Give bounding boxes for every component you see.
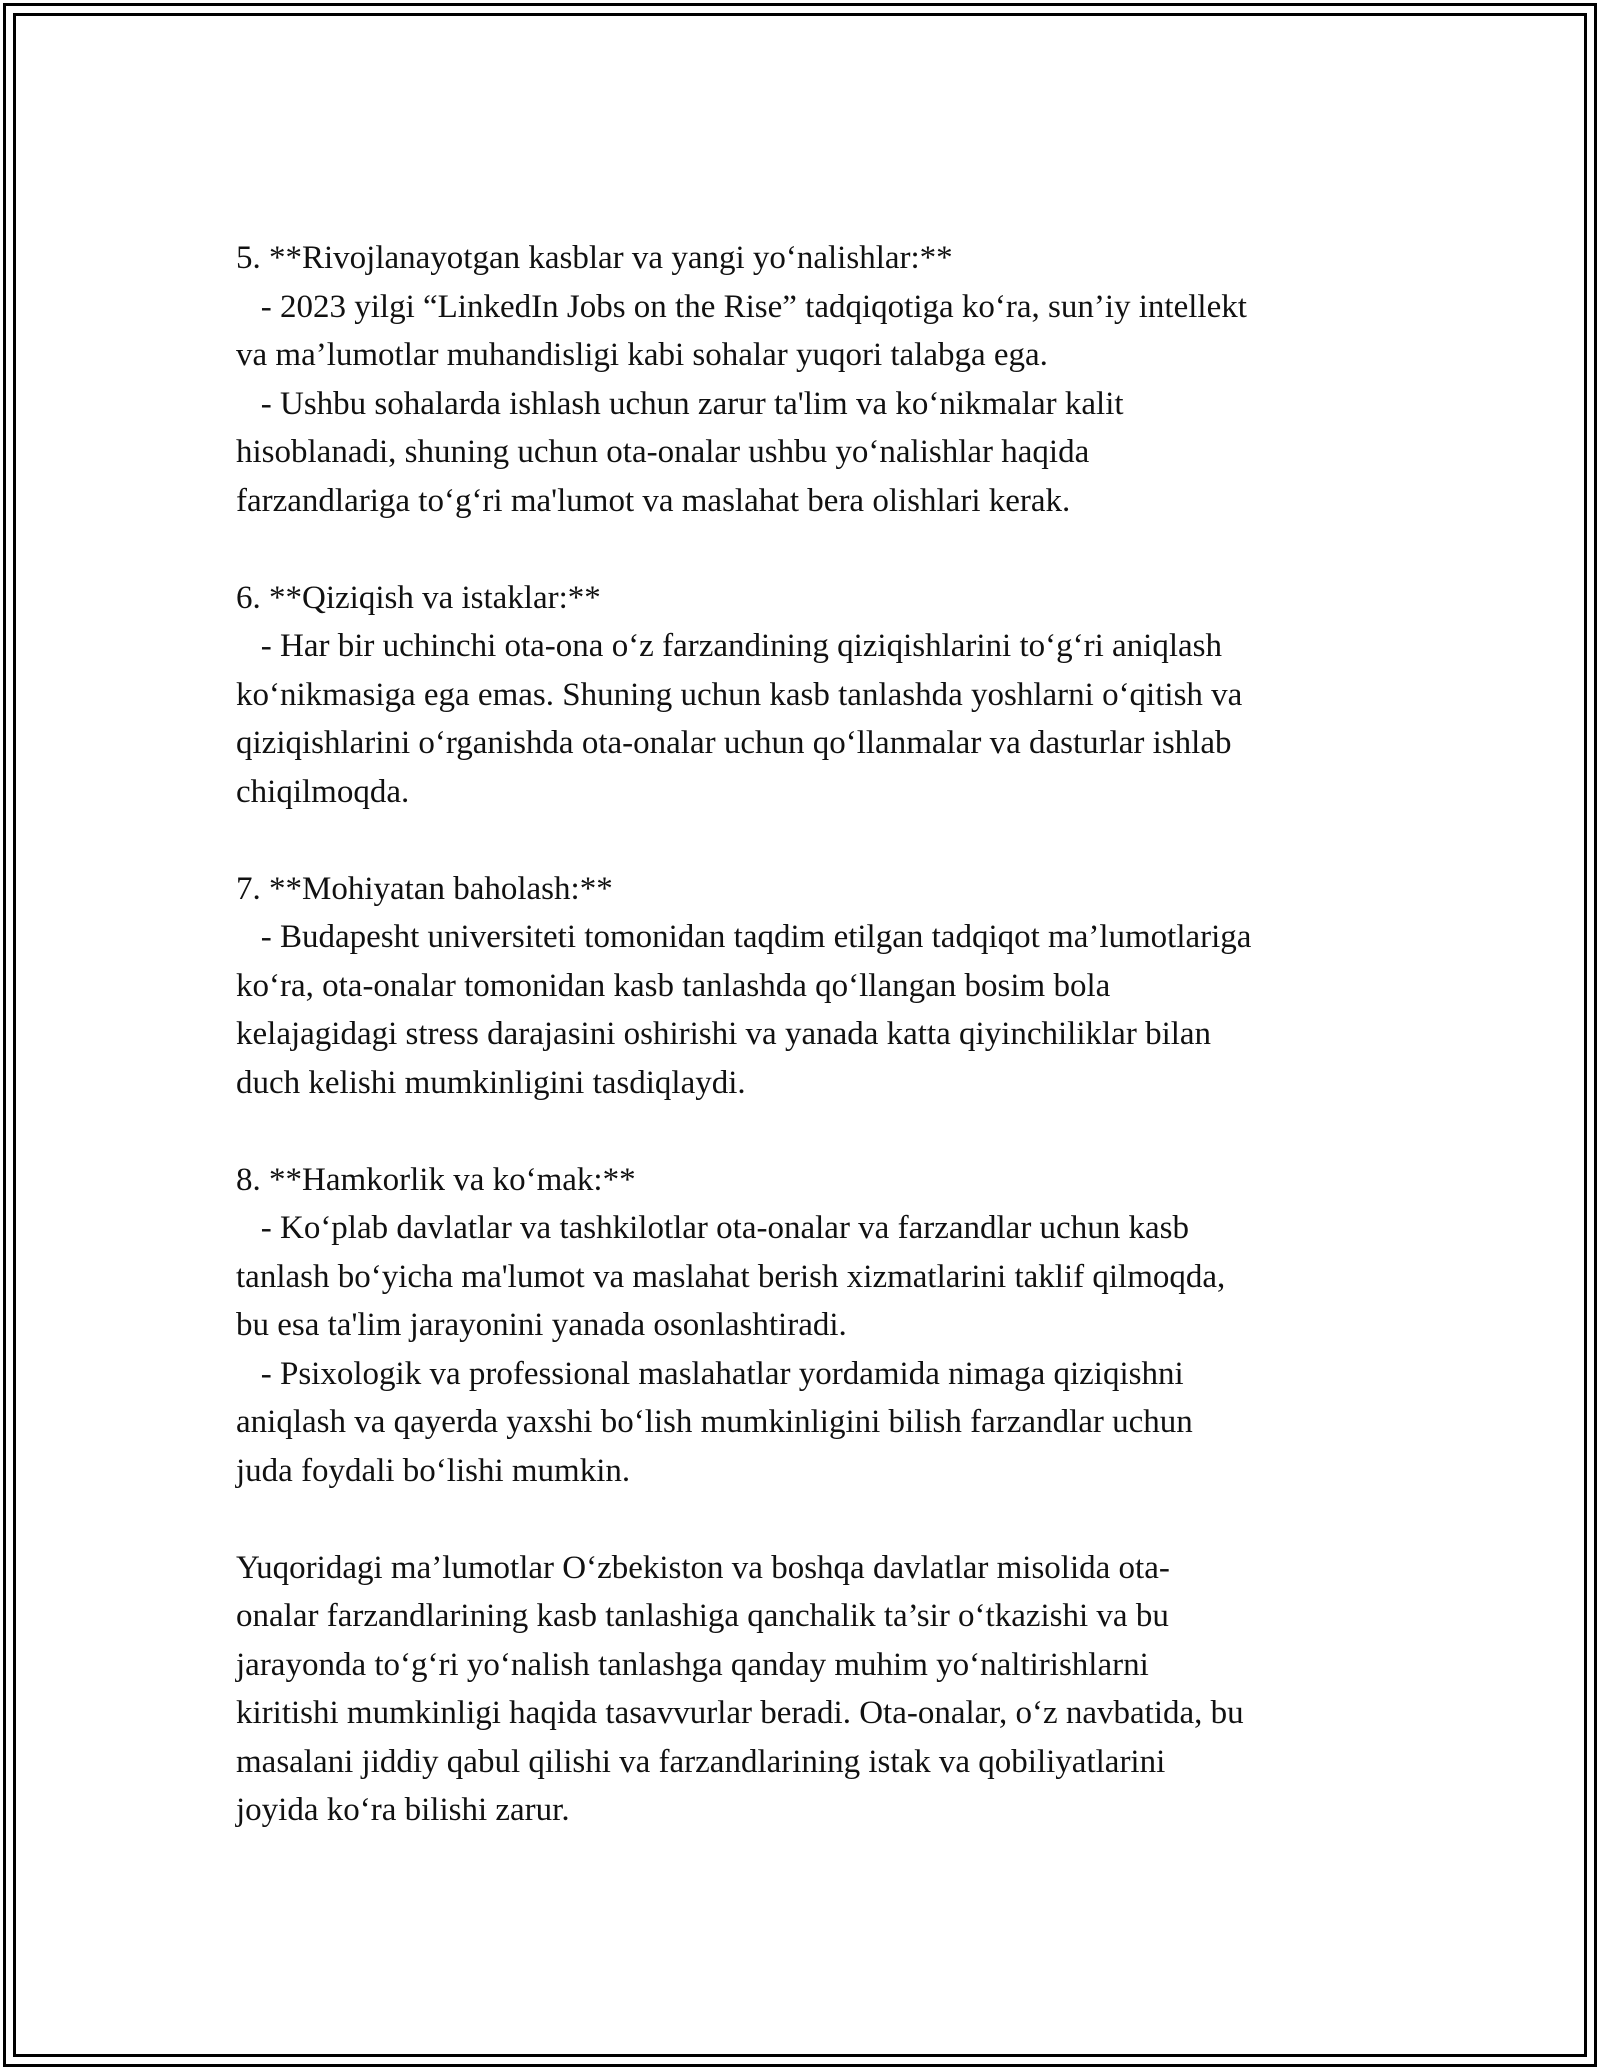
text-line: - Ko‘plab davlatlar va tashkilotlar ota-onalar va farzandlar uchun kasb — [236, 1210, 1189, 1246]
document-body — [236, 234, 1386, 1883]
text-line: qiziqishlarini o‘rganishda ota-onalar uchun qo‘llanmalar va dasturlar ishlab — [236, 725, 1232, 761]
text-line: - Har bir uchinchi ota-ona o‘z farzandining qiziqishlarini to‘g‘ri aniqlash — [236, 628, 1223, 664]
section-7-mohiyatan-baholash — [236, 865, 1386, 1108]
section-heading: 7. **Mohiyatan baholash:** — [236, 870, 613, 907]
text-line: ko‘nikmasiga ega emas. Shuning uchun kasb tanlashda yoshlarni o‘qitish va — [236, 676, 1243, 713]
conclusion-paragraph — [236, 1544, 1386, 1835]
text-line: - Budapesht universiteti tomonidan taqdim etilgan tadqiqot ma’lumotlariga — [236, 919, 1252, 955]
text-line: joyida ko‘ra bilishi zarur. — [236, 1792, 570, 1828]
text-line: Yuqoridagi ma’lumotlar O‘zbekiston va boshqa davlatlar misolida ota- — [236, 1549, 1170, 1586]
text-line: - 2023 yilgi “LinkedIn Jobs on the Rise” tadqiqotiga ko‘ra, sun’iy intellekt — [236, 288, 1247, 325]
text-line: duch kelishi mumkinligini tasdiqlaydi. — [236, 1064, 746, 1101]
section-heading: 8. **Hamkorlik va ko‘mak:** — [236, 1161, 636, 1198]
section-6-qiziqish-va-istaklar — [236, 574, 1386, 817]
text-line: - Ushbu sohalarda ishlash uchun zarur ta'lim va ko‘nikmalar kalit — [236, 385, 1124, 422]
text-line: aniqlash va qayerda yaxshi bo‘lish mumkinligini bilish farzandlar uchun — [236, 1404, 1193, 1440]
text-line: tanlash bo‘yicha ma'lumot va maslahat berish xizmatlarini taklif qilmoqda, — [236, 1258, 1226, 1295]
text-line: va ma’lumotlar muhandisligi kabi sohalar yuqori talabga ega. — [236, 337, 1048, 373]
section-5-rivojlanayotgan-kasblar — [236, 234, 1386, 525]
section-8-hamkorlik-va-komak — [236, 1156, 1386, 1496]
text-line: juda foydali bo‘lishi mumkin. — [236, 1452, 631, 1489]
text-line: bu esa ta'lim jarayonini yanada osonlashtiradi. — [236, 1307, 847, 1343]
text-line: farzandlariga to‘g‘ri ma'lumot va maslahat bera olishlari kerak. — [236, 482, 1071, 519]
text-line: - Psixologik va professional maslahatlar yordamida nimaga qiziqishni — [236, 1355, 1184, 1392]
text-line: masalani jiddiy qabul qilishi va farzandlarining istak va qobiliyatlarini — [236, 1743, 1166, 1780]
text-line: hisoblanadi, shuning uchun ota-onalar ushbu yo‘nalishlar haqida — [236, 434, 1090, 470]
text-line: chiqilmoqda. — [236, 773, 410, 810]
text-line: jarayonda to‘g‘ri yo‘nalish tanlashga qanday muhim yo‘naltirishlarni — [236, 1646, 1149, 1683]
section-heading: 6. **Qiziqish va istaklar:** — [236, 579, 601, 616]
text-line: ko‘ra, ota-onalar tomonidan kasb tanlashda qo‘llangan bosim bola — [236, 967, 1111, 1004]
section-heading: 5. **Rivojlanayotgan kasblar va yangi yo‘nalishlar:** — [236, 240, 953, 276]
text-line: kiritishi mumkinligi haqida tasavvurlar beradi. Ota-onalar, o‘z navbatida, bu — [236, 1695, 1244, 1731]
text-line: kelajagidagi stress darajasini oshirishi va yanada katta qiyinchiliklar bilan — [236, 1016, 1212, 1052]
text-line: onalar farzandlarining kasb tanlashiga qanchalik ta’sir o‘tkazishi va bu — [236, 1598, 1169, 1634]
